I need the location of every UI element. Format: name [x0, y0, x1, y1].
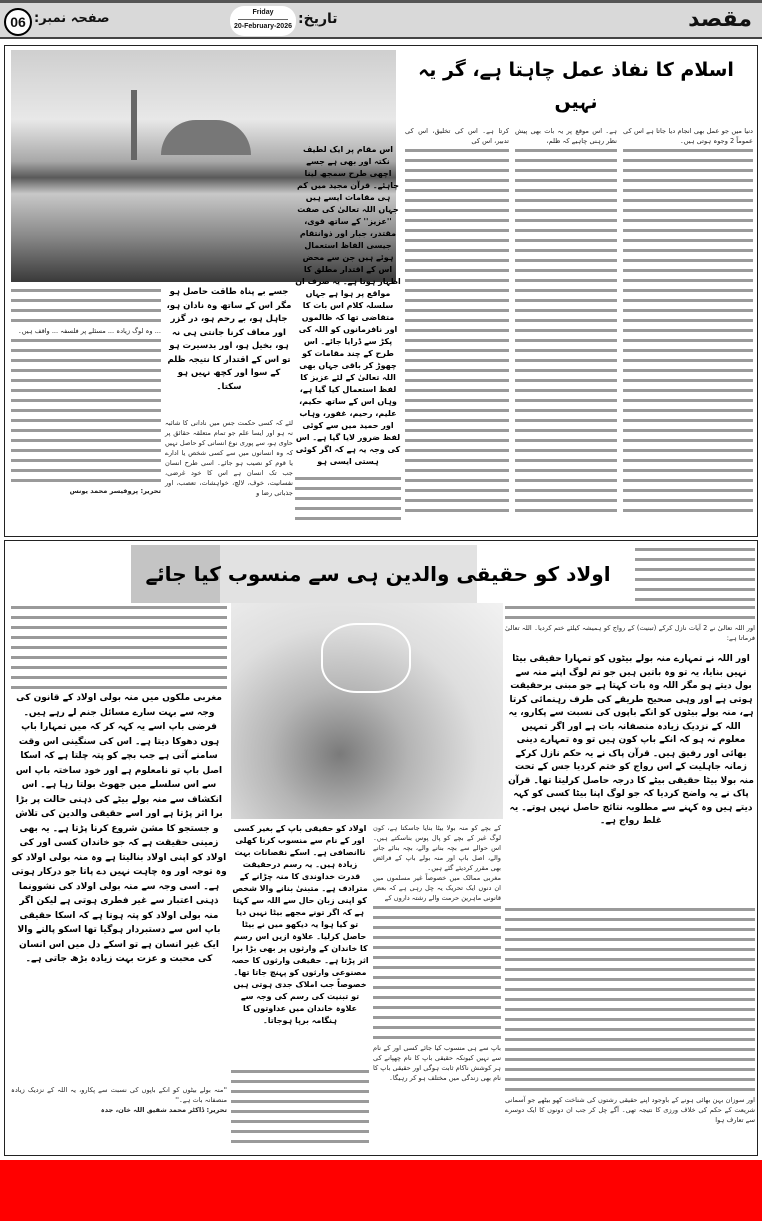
text-lines — [635, 545, 755, 601]
article-2-column — [505, 905, 755, 1151]
article-1-column — [11, 286, 161, 532]
family-silhouette — [321, 623, 411, 693]
article-2-column — [635, 545, 755, 601]
text-lines — [505, 603, 755, 623]
family-hands-photo — [231, 603, 503, 819]
text-lines — [11, 286, 161, 326]
article-1-column — [165, 418, 293, 532]
day-text: Friday — [252, 9, 274, 16]
article-1-column — [515, 126, 617, 532]
footer-red-bar — [0, 1160, 762, 1221]
page-label: صفحہ نمبر: — [34, 11, 110, 26]
pull-quote-left: مغربی ملکوں میں منہ بولی اولاد کے قانون کی وجہ سے بہت سارے مسائل جنم لے رہے ہیں۔ فرضی باپ اسے یہ کہہ کر کہ میں تمہارا باپ ہوں دھوکا دیتا ہے۔ اس کی سنگینی اس وقت سامنے آتی ہے جب بچے کو پتہ چلتا ہے کہ اسکا اصل باپ تو نامعلوم ہے اور خود ساختہ باپ اس سے اس سلسلے میں جھوٹ بولتا رہا ہے۔ اس انکشاف سے منہ بولے بیٹے کی ذہنی حالت پر بڑا برا اثر پڑتا ہے اور اسے حقیقی والدین کی تلاش و جستجو کا مشن شروع کرنا پڑتا ہے۔ یہ بھی زمینی حقیقت ہے کہ جو خاندان کسی اور کی اولاد کو اپنی اولاد بنالیتا ہے وہ منہ بولی اولاد کو وہ توجہ اور وہ چاہت نہیں دے پاتا جو درکار ہوتی ہے۔ اسی وجہ سے منہ بولی اولاد کی نشوونما ذہنی اعتبار سے غیر فطری ہوتی ہے لیکن اگر منہ بولی اولاد کو پتہ ہوتا ہے کہ اسکا حقیقی باپ اس سے دستبردار ہوگیا تھا اسکو پالنے والا ایک غیر انسان ہے تو اسکے دل میں اس انسان کی محبت و عزت بہت زیادہ بڑھ جاتی ہے۔ — [11, 693, 227, 964]
pull-quote-2: جسے بے پناہ طاقت حاصل ہو مگر اس کے ساتھ وہ نادان ہو، جاہل ہو، بے رحم ہو، در گزر اور معاف کرنا جانتی ہی نہ ہو، بخیل ہو، اور بدسیرت ہو تو اس کے اقتدار کا نتیجہ ظلم کے سوا اور کچھ نہیں ہو سکتا۔ — [166, 287, 292, 392]
date-label: تاریخ: — [298, 11, 338, 27]
page-number: 06 — [4, 8, 32, 36]
article-1-column — [295, 474, 401, 532]
article-1-column — [623, 126, 753, 532]
article-2-headline: اولاد کو حقیقی والدین ہی سے منسوب کیا جائے — [145, 562, 611, 586]
paragraph: کے بچے کو منہ بولا بیٹا بنایا جاسکتا ہے، کون لوگ غیر کے بچے کو پال پوس بناسکتے ہیں۔ اس حوالے سے بچہ بنانے والے، بچہ بنائے جانے والے، اصل باپ اور منہ بولے باپ کے فرائض بھی مقرر کردیئے گئے ہیں۔ — [373, 824, 501, 872]
paragraph: مغربی ممالک میں خصوصاً غیر مسلموں میں ان دنوں ایک تحریک یہ چل رہی ہے کہ بعض قانونی ماہرین حرمت والے رشتہ داروں کے — [373, 874, 501, 902]
article-2-column — [11, 1085, 227, 1151]
paragraph: اور اللہ تعالیٰ نے 2 آیات نازل کرکے (تبنیت) کے رواج کو ہمیشہ کیلئے ختم کردیا۔ اللہ تعالیٰ فرماتا ہے: — [505, 624, 755, 642]
pull-quote-right: اور اللہ نے تمہارے منہ بولے بیٹوں کو تمہارا حقیقی بیٹا نہیں بنایا، یہ تو وہ باتیں ہیں جو تم لوگ اپنے منہ سے بول دیتے ہو مگر اللہ وہ بات کہتا ہے جو مبنی برحقیقت ہوتی ہے اور وہی صحیح طریقے کی طرف رہنمائی کرتا ہے، منہ بولے بیٹوں کو انکے باپوں کی نسبت سے پکارو، یہ اللہ کے نزدیک زیادہ منصفانہ بات ہے اور اگر تمہیں معلوم نہ ہو کہ انکے باپ کون ہیں تو وہ تمہارے دینی بھائی اور رفیق ہیں۔ قرآن پاک نے یہ حکم نازل کرکے زمانہ جاہلیت کے اس رواج کو ختم کردیا جس کے تحت منہ بولا بیٹا حقیقی بیٹے کا درجہ حاصل کرلیتا تھا۔ قرآن پاک نے یہ واضح کردیا کہ جو لوگ اپنا بیٹا کسی کو کہہ دیتے ہیں وہ کہنے سے مطلوبہ نتائج حاصل نہیں ہوتے۔ یہ غلط رواج ہے۔ — [508, 654, 754, 826]
text-lines — [515, 146, 617, 516]
page-header — [0, 3, 762, 39]
article-2-column — [505, 603, 755, 651]
text-lines — [505, 905, 755, 1095]
pull-quote-1: اس مقام پر ایک لطیف نکتہ اور بھی ہے جسے اچھی طرح سمجھ لینا چاہئے۔ قرآن مجید میں کم ہی مقامات ایسے ہیں جہاں اللہ تعالیٰ کی صفت ''عزیز'' کے ساتھ قوی، مقتدر، جبار اور ذوانتقام جیسی الفاظ استعمال ہوئے ہیں جن سے محض اس کے اقتدار مطلق کا اظہار ہوتا ہے۔ یہ صرف ان مواقع پر ہوا ہے جہاں سلسلہ کلام اس بات کا متقاضی تھا کہ ظالموں اور نافرمانوں کو اللہ کی پکڑ سے ڈرایا جائے۔ اس طرح کے چند مقامات کو چھوڑ کر باقی جہاں بھی اللہ تعالیٰ کے لئے عزیز کا لفظ استعمال کیا گیا ہے، وہاں اس کے ساتھ حکیم، علیم، رحیم، غفور، وہاب اور حمید میں سے کوئی لفظ ضرور لایا گیا ہے۔ اس کی وجہ یہ ہے کہ اگر کوئی ہستی ایسی ہو — [295, 145, 401, 466]
text-lines — [373, 903, 501, 1043]
paragraph: دنیا میں جو عمل بھی انجام دیا جاتا ہے اس کی عموماً 2 وجوہ ہوتی ہیں۔ — [623, 127, 753, 145]
text-lines — [405, 146, 509, 516]
text-lines — [295, 474, 401, 524]
paragraph: اور سوزان بہن بھائی ہونے کے باوجود اپنے حقیقی رشتوں کی شناخت کھو بیٹھے جو آسمانی شریعت کے حکم کی خلاف ورزی کا نتیجہ تھی۔ آگے چل کر جب ان دونوں کا ایک دوسرے سے تعارف ہوا — [505, 1096, 755, 1124]
paragraph: کرتا ہے۔ اس کی تخلیق، اس کی تدبیر، اس کی — [405, 127, 509, 145]
paragraph: باپ سے ہی منسوب کیا جائے کسی اور کے نام سے نہیں کیونکہ حقیقی باپ کا نام چھپانے کی ہر کوشش ناکام ثابت ہوگی اور حقیقی باپ کا نام بھی زندگی میں مختلف ہو کر رہیگا۔ — [373, 1044, 501, 1082]
paragraph: لئے کہ کسی حکمت جس میں نادانی کا شائبہ نہ ہو اور ایسا علم جو تمام متعلقہ حقائق پر حاوی ہو، سے پوری نوع انسانی کو حاصل نہیں کہ وہ انسانوں میں سے کسی شخص یا ادارے یا قوم کو نصیب ہو جائے۔ اسی طرح انسان جب تک انسان ہے اس کا خود غرضی، نفسانیت، خوف، لالچ، خواہشات، تعصب، اور جذباتی رضا و — [165, 419, 293, 497]
article-2 — [4, 540, 758, 1156]
article-2-column — [373, 823, 501, 1151]
article-2-column — [231, 1067, 369, 1151]
article-1-headline: اسلام کا نفاذ عمل چاہتا ہے، گر یہ نہیں — [418, 59, 734, 113]
text-lines — [623, 146, 753, 516]
article-2-column — [11, 603, 227, 689]
newspaper-logo: مقصد — [688, 7, 752, 32]
author-line: تحریر: پروفیسر محمد یونس — [69, 487, 161, 495]
author-line: تحریر: ڈاکٹر محمد شفیق اللہ خان، جدہ — [100, 1106, 227, 1114]
date-text: 20-February-2026 — [234, 23, 292, 30]
paragraph: ہے۔ اس موقع پر یہ بات بھی پیش نظر رہنی چاہیے کہ ظلم، — [515, 127, 617, 145]
mosque-dome — [161, 120, 251, 155]
date-badge — [230, 6, 296, 36]
pull-quote-middle: اولاد کو حقیقی باپ کے بغیر کسی اور کے نام سے منسوب کرنا کھلی ناانصافی ہے۔ اسکے نقصانات بہت زیادہ ہیں۔ یہ رسم درحقیقت قدرت خداوندی کا منہ چڑانے کے مترادف ہے۔ متبنیٰ بنانے والا شخص کو اپنی زبان حال سے اللہ سے کہتا ہے کہ اگر تونے مجھے بیٹا نہیں دیا تو کیا ہوا یہ دیکھو میں نے بیٹا حاصل کرلیا۔ علاوہ ازیں اس رسم کا خاندان کے وارثوں پر بھی بڑا برا اثر پڑتا ہے۔ حقیقی وارثوں کا حصہ مصنوعی وارثوں کو پہنچ جاتا تھا۔ خصوصاً جب املاک جدی ہوتی ہیں تو تبنیت کی رسم کی وجہ سے علاوہ خاندان میں عداوتوں کا ہنگامہ برپا ہوجاتا۔ — [231, 824, 369, 1025]
article-1-column — [405, 126, 509, 532]
text-lines — [11, 603, 227, 689]
paragraph: ... وہ لوگ زیادہ ... مسئلے پر فلسفہ ... واقف ہیں۔ — [17, 327, 161, 335]
minaret — [131, 90, 137, 160]
text-lines — [231, 1067, 369, 1147]
paragraph: ''منہ بولے بیٹوں کو انکے باپوں کی نسبت سے پکارو، یہ اللہ کے نزدیک زیادہ منصفانہ بات ہے۔'' — [11, 1086, 227, 1104]
article-1 — [4, 45, 758, 537]
text-lines — [11, 336, 161, 486]
